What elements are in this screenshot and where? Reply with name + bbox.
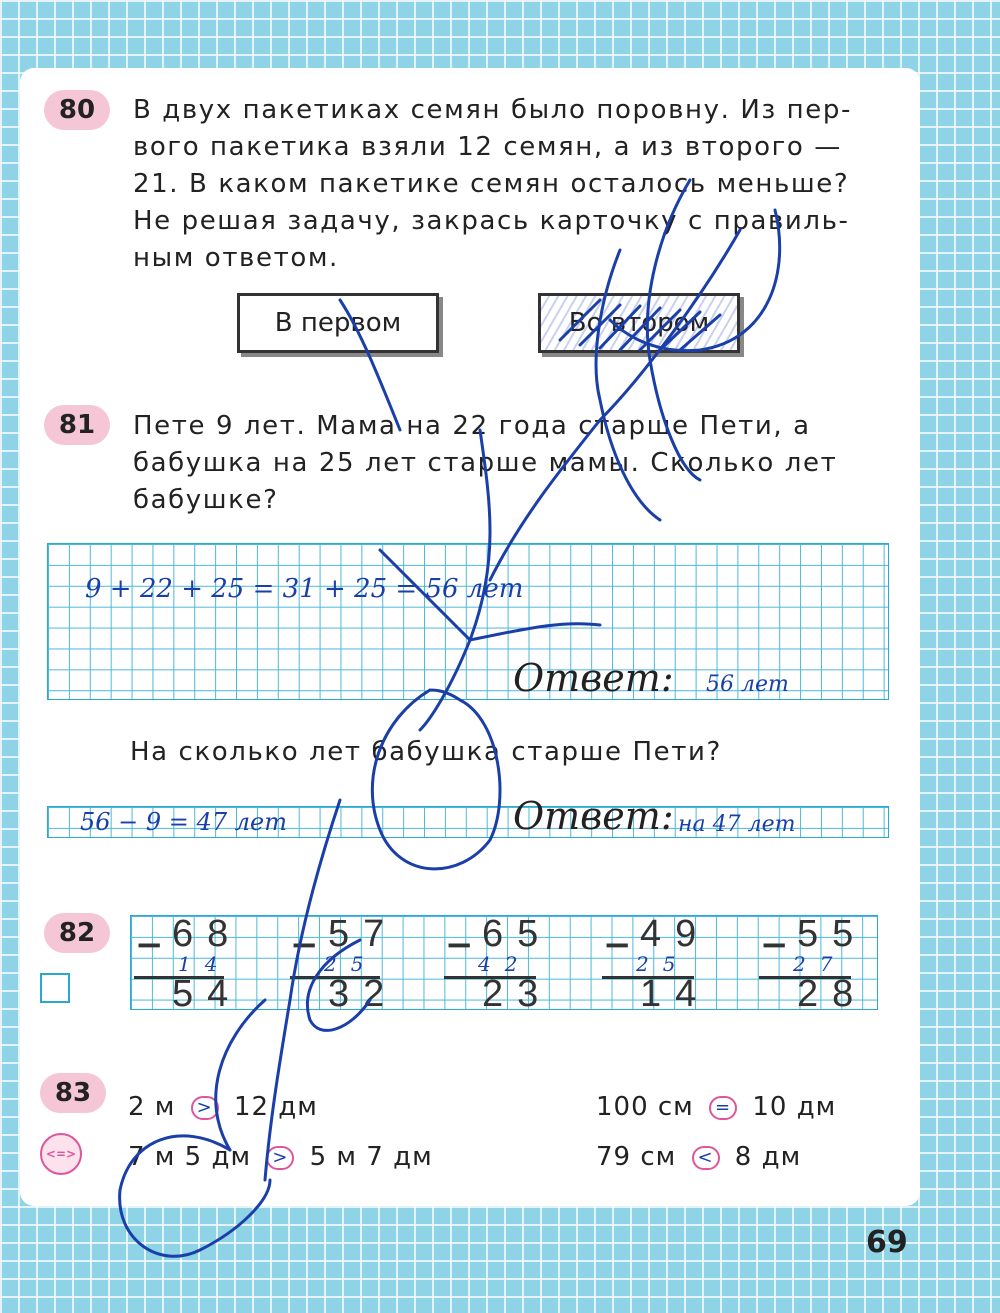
minuend: 65 <box>482 913 553 955</box>
subtrahend: 27 <box>793 952 847 976</box>
comparison-row-3 <box>128 1142 433 1172</box>
task-82-number: 82 <box>44 913 110 953</box>
difference: 54 <box>172 973 243 1015</box>
minus-sign: − <box>445 925 474 965</box>
comparison-left: 7 м 5 дм <box>128 1142 252 1172</box>
page-number: 69 <box>866 1225 908 1260</box>
compare-icon: <=> <box>40 1133 82 1175</box>
task-80-line-2: вого пакетика взяли 12 семян, а из второго — <box>133 132 842 162</box>
comparison-left: 79 см <box>596 1142 677 1172</box>
difference: 14 <box>640 973 711 1015</box>
task-83-number: 83 <box>40 1073 106 1113</box>
comparison-row-1 <box>128 1092 318 1122</box>
minus-sign: − <box>135 925 164 965</box>
task-80-number: 80 <box>44 90 110 130</box>
task-80-line-4: Не решая задачу, закрась карточку с правиль- <box>133 206 850 236</box>
minuend: 57 <box>328 913 399 955</box>
comparison-sign[interactable]: > <box>191 1096 219 1120</box>
comparison-sign[interactable]: = <box>709 1096 737 1120</box>
task-80-line-1: В двух пакетиках семян было поровну. Из пер- <box>133 95 852 125</box>
difference: 23 <box>482 973 553 1015</box>
solution-1-handwriting: 9 + 22 + 25 = 31 + 25 = 56 лет <box>85 574 524 604</box>
difference: 32 <box>328 973 399 1015</box>
comparison-left: 100 см <box>596 1092 694 1122</box>
task-80-line-3: 21. В каком пакетике семян осталось меньше? <box>133 169 850 199</box>
answer-label-2: Ответ: <box>513 794 674 838</box>
answer-card-first[interactable]: В первом <box>237 293 439 353</box>
minuend: 49 <box>640 913 711 955</box>
comparison-right: 5 м 7 дм <box>309 1142 433 1172</box>
minus-sign: − <box>603 925 632 965</box>
comparison-row-4 <box>596 1142 801 1172</box>
answer-1-handwriting: 56 лет <box>706 672 789 697</box>
comparison-sign[interactable]: > <box>266 1146 294 1170</box>
comparison-row-2 <box>596 1092 836 1122</box>
comparison-left: 2 м <box>128 1092 176 1122</box>
task-81-line-1: Пете 9 лет. Мама на 22 года старше Пети, а <box>133 411 811 441</box>
minus-sign: − <box>760 925 789 965</box>
task-81-line-3: бабушке? <box>133 485 279 515</box>
subtrahend: 42 <box>478 952 532 976</box>
comparison-right: 10 дм <box>752 1092 837 1122</box>
task-80-line-5: ным ответом. <box>133 243 339 273</box>
task-81-line-2: бабушка на 25 лет старше мамы. Сколько лет <box>133 448 838 478</box>
solution-2-handwriting: 56 − 9 = 47 лет <box>80 808 287 836</box>
comparison-right: 8 дм <box>734 1142 802 1172</box>
task-81-question-2: На сколько лет бабушка старше Пети? <box>130 737 722 767</box>
answer-2-handwriting: на 47 лет <box>678 812 796 837</box>
answer-card-second[interactable]: Во втором <box>538 293 740 353</box>
task-81-number: 81 <box>44 405 110 445</box>
subtrahend: 25 <box>324 952 378 976</box>
comparison-right: 12 дм <box>233 1092 318 1122</box>
minuend: 55 <box>797 913 868 955</box>
minus-sign: − <box>290 925 319 965</box>
difference: 28 <box>797 973 868 1015</box>
answer-label-1: Ответ: <box>513 656 674 700</box>
subtrahend: 14 <box>178 952 232 976</box>
self-check-box[interactable] <box>40 973 70 1003</box>
subtrahend: 25 <box>636 952 690 976</box>
comparison-sign[interactable]: < <box>692 1146 720 1170</box>
minuend: 68 <box>172 913 243 955</box>
